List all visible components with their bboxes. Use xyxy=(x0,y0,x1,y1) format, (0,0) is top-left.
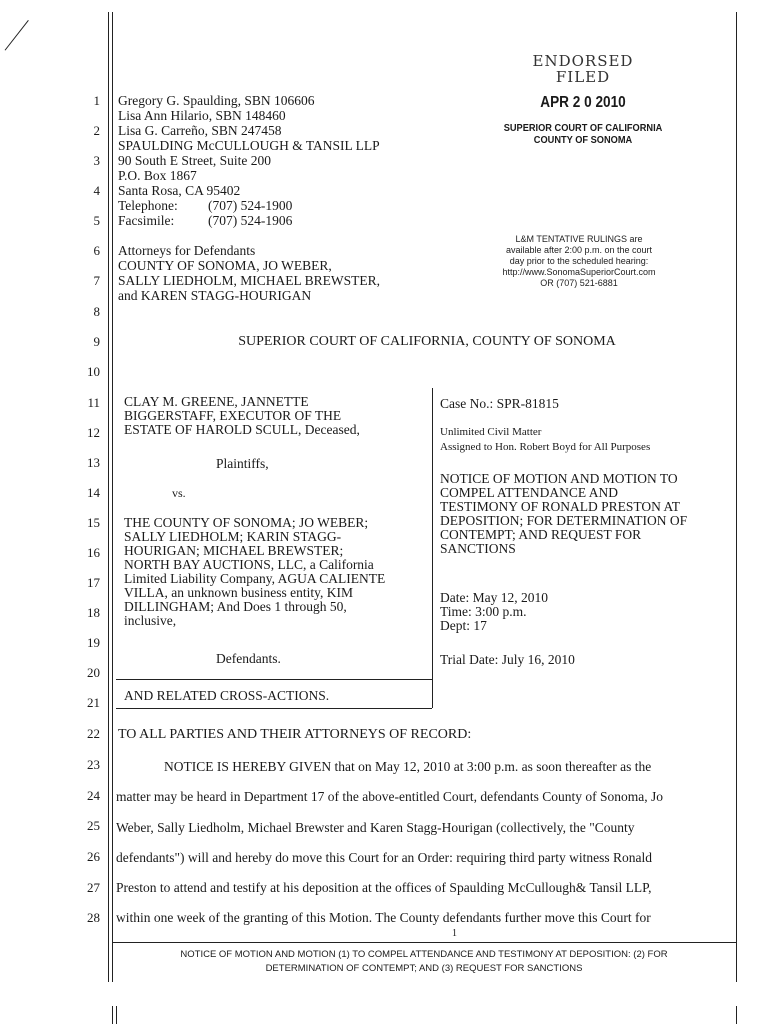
line-number: 16 xyxy=(87,545,100,560)
line-number: 5 xyxy=(93,213,100,228)
defendant-line: HOURIGAN; MICHAEL BREWSTER; xyxy=(124,543,344,558)
body-line: Weber, Sally Liedholm, Michael Brewster and Karen Stagg-Hourigan (collectively, the "County xyxy=(116,820,635,835)
line-number: 8 xyxy=(93,304,100,319)
defendant-line: inclusive, xyxy=(124,613,177,628)
attorneys-for-line: SALLY LIEDHOLM, MICHAEL BREWSTER, xyxy=(118,273,381,288)
rulings-line: OR (707) 521-6881 xyxy=(540,278,618,288)
caption-rule-related xyxy=(116,708,432,709)
motion-title-line: NOTICE OF MOTION AND MOTION TO xyxy=(440,471,678,486)
plaintiff-line: CLAY M. GREENE, JANNETTE xyxy=(124,394,309,409)
counsel-line: SPAULDING McCULLOUGH & TANSIL LLP xyxy=(118,138,380,153)
line-number: 20 xyxy=(87,665,100,680)
line-number: 2 xyxy=(93,123,100,138)
counsel-line: P.O. Box 1867 xyxy=(118,168,197,183)
line-number: 11 xyxy=(87,395,100,410)
rulings-line: day prior to the scheduled hearing: xyxy=(509,256,649,266)
line-number: 15 xyxy=(87,515,100,530)
body-line: NOTICE IS HEREBY GIVEN that on May 12, 2010 at 3:00 p.m. as soon thereafter as the xyxy=(164,759,652,774)
stamp-court-line: COUNTY OF SONOMA xyxy=(533,134,633,146)
line-number: 26 xyxy=(87,849,100,864)
trial-date: Trial Date: July 16, 2010 xyxy=(440,652,575,667)
attorneys-for-line: COUNTY OF SONOMA, JO WEBER, xyxy=(118,258,332,273)
civil-matter: Unlimited Civil Matter xyxy=(440,426,542,438)
rulings-line: available after 2:00 p.m. on the court xyxy=(505,245,653,255)
telephone-number: (707) 524-1900 xyxy=(208,198,293,213)
plaintiffs-block xyxy=(124,395,360,437)
facsimile-line xyxy=(118,213,380,228)
line-number: 19 xyxy=(87,635,100,650)
line-number: 17 xyxy=(87,575,100,590)
assigned-judge: Assigned to Hon. Robert Boyd for All Purposes xyxy=(440,441,651,453)
motion-title-block xyxy=(440,472,687,556)
counsel-line: Santa Rosa, CA 95402 xyxy=(118,183,241,198)
versus-label: vs. xyxy=(172,486,186,500)
motion-title-line: DEPOSITION; FOR DETERMINATION OF xyxy=(440,513,688,528)
defendant-line: THE COUNTY OF SONOMA; JO WEBER; xyxy=(124,515,369,530)
hearing-time: Time: 3:00 p.m. xyxy=(440,604,527,619)
footer-line: DETERMINATION OF CONTEMPT; AND (3) REQUEST FOR SANCTIONS xyxy=(265,963,583,974)
line-number: 14 xyxy=(87,485,100,500)
line-number: 23 xyxy=(87,757,100,772)
related-cross-actions: AND RELATED CROSS-ACTIONS. xyxy=(124,688,330,703)
line-number: 9 xyxy=(93,334,100,349)
to-all-parties-heading: TO ALL PARTIES AND THEIR ATTORNEYS OF RECORD: xyxy=(118,727,472,742)
defendants-label: Defendants. xyxy=(216,651,281,666)
rulings-line: L&M TENTATIVE RULINGS are xyxy=(515,234,643,244)
hearing-date: Date: May 12, 2010 xyxy=(440,590,548,605)
line-number: 24 xyxy=(87,788,100,803)
line-number: 27 xyxy=(87,880,100,895)
page-number: 1 xyxy=(452,928,457,939)
tentative-rulings-notice xyxy=(474,234,684,289)
footer-line: NOTICE OF MOTION AND MOTION (1) TO COMPEL ATTENDANCE AND TESTIMONY AT DEPOSITION: (2) FOR xyxy=(180,949,668,960)
counsel-line: Gregory G. Spaulding, SBN 106606 xyxy=(118,93,315,108)
motion-title-line: TESTIMONY OF RONALD PRESTON AT xyxy=(440,499,681,514)
attorneys-for-line: Attorneys for Defendants xyxy=(118,243,256,258)
stamp-filed: FILED xyxy=(555,68,611,86)
bottom-fragment-rule-right xyxy=(736,1006,737,1024)
line-number: 28 xyxy=(87,910,100,925)
line-number: 1 xyxy=(93,93,100,108)
line-number: 3 xyxy=(93,153,100,168)
corner-scan-mark xyxy=(5,20,29,51)
defendant-line: VILLA, an unknown business entity, KIM xyxy=(124,585,353,600)
defendants-block xyxy=(124,516,385,628)
stamp-endorsed: ENDORSED xyxy=(532,52,634,70)
line-number: 6 xyxy=(93,243,100,258)
endorsed-filed-stamp xyxy=(486,52,680,146)
plaintiffs-label: Plaintiffs, xyxy=(216,456,269,471)
attorneys-for-line: and KAREN STAGG-HOURIGAN xyxy=(118,288,312,303)
bottom-fragment-rule-left-a xyxy=(112,1006,113,1024)
line-number: 7 xyxy=(93,273,100,288)
court-title: SUPERIOR COURT OF CALIFORNIA, COUNTY OF SONOMA xyxy=(238,334,616,349)
facsimile-label: Facsimile: xyxy=(118,213,175,228)
counsel-line: Lisa G. Carreño, SBN 247458 xyxy=(118,123,282,138)
body-line: matter may be heard in Department 17 of the above-entitled Court, defendants County of Sonoma, Jo xyxy=(116,789,663,804)
plaintiff-line: BIGGERSTAFF, EXECUTOR OF THE xyxy=(124,408,342,423)
counsel-line: Lisa Ann Hilario, SBN 148460 xyxy=(118,108,286,123)
line-number: 25 xyxy=(87,818,100,833)
line-number: 12 xyxy=(87,425,100,440)
defendant-line: NORTH BAY AUCTIONS, LLC, a California xyxy=(124,557,374,572)
counsel-block xyxy=(118,93,380,228)
left-margin-rule-outer xyxy=(108,12,109,982)
right-margin-rule xyxy=(736,12,737,982)
left-margin-rule-inner xyxy=(112,12,113,982)
line-number: 21 xyxy=(87,695,100,710)
body-line: defendants") will and hereby do move this Court for an Order: requiring third party witness Ronald xyxy=(116,850,653,865)
caption-rule-defendants xyxy=(116,679,432,680)
hearing-info-block xyxy=(440,591,548,633)
plaintiff-line: ESTATE OF HAROLD SCULL, Deceased, xyxy=(124,422,360,437)
case-number: Case No.: SPR-81815 xyxy=(440,396,559,411)
telephone-label: Telephone: xyxy=(118,198,178,213)
defendant-line: Limited Liability Company, AGUA CALIENTE xyxy=(124,571,386,586)
line-number: 13 xyxy=(87,455,100,470)
line-number: 4 xyxy=(93,183,100,198)
line-number: 22 xyxy=(87,726,100,741)
body-line: Preston to attend and testify at his deposition at the offices of Spaulding McCullough& Tansil LLP, xyxy=(116,880,652,895)
footer-caption xyxy=(112,948,736,976)
footer-rule xyxy=(112,942,736,943)
defendant-line: DILLINGHAM; And Does 1 through 50, xyxy=(124,599,347,614)
facsimile-number: (707) 524-1906 xyxy=(208,213,293,228)
motion-title-line: COMPEL ATTENDANCE AND xyxy=(440,485,619,500)
counsel-line: 90 South E Street, Suite 200 xyxy=(118,153,271,168)
rulings-line: http://www.SonomaSuperiorCourt.com xyxy=(502,267,656,277)
defendant-line: SALLY LIEDHOLM; KARIN STAGG- xyxy=(124,529,342,544)
caption-vertical-divider xyxy=(432,388,433,708)
telephone-line xyxy=(118,198,380,213)
motion-title-line: CONTEMPT; AND REQUEST FOR xyxy=(440,527,642,542)
line-number: 18 xyxy=(87,605,100,620)
line-number: 10 xyxy=(87,364,100,379)
body-line: within one week of the granting of this Motion. The County defendants further move this Court for xyxy=(116,910,651,925)
bottom-fragment-rule-left-b xyxy=(116,1006,117,1024)
stamp-date: APR 2 0 2010 xyxy=(540,94,626,111)
hearing-dept: Dept: 17 xyxy=(440,618,487,633)
motion-title-line: SANCTIONS xyxy=(440,541,516,556)
stamp-court-line: SUPERIOR COURT OF CALIFORNIA xyxy=(503,122,663,134)
attorneys-for-block xyxy=(118,243,380,303)
